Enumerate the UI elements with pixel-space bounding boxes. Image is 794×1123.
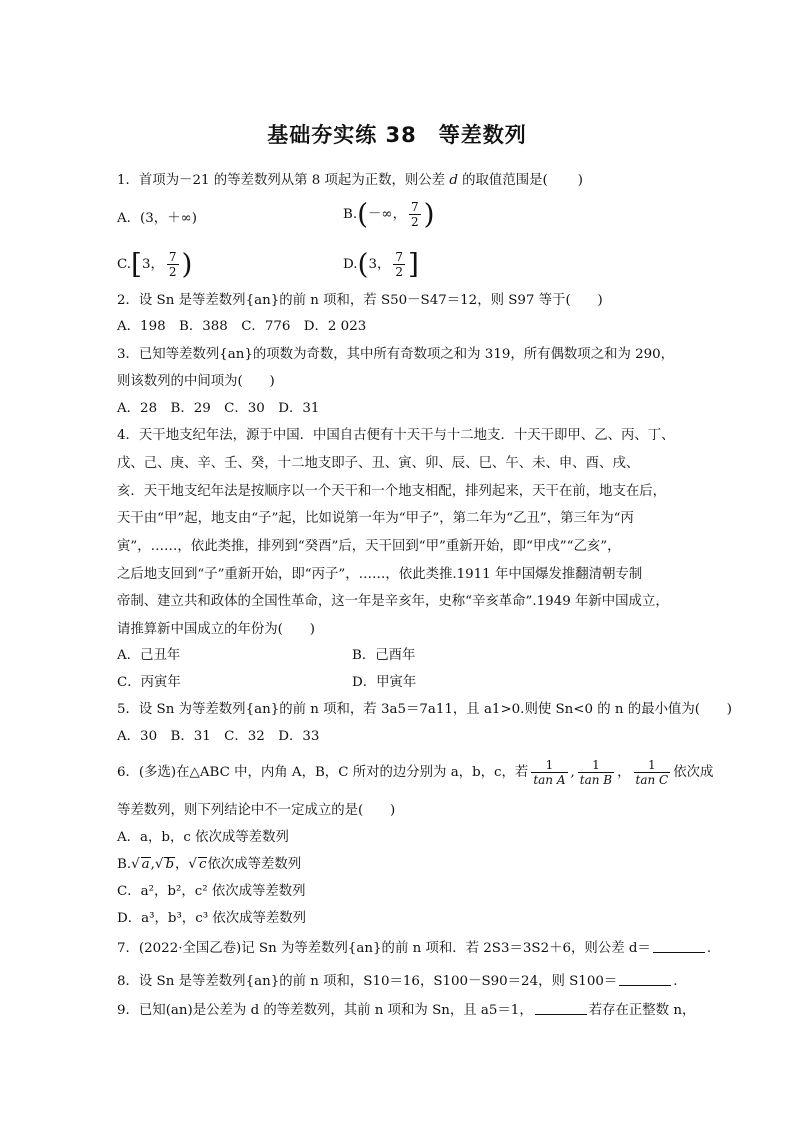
q6-fraction-2 (578, 758, 614, 787)
q6-f3-den: tan C (635, 773, 669, 787)
q1-option-b (343, 197, 435, 231)
q6-f2-num: 1 (578, 758, 614, 773)
q6-stem-b: 依次成 (673, 765, 714, 780)
question-5-stem: 5．设 Sn 为等差数列{an}的前 n 项和，若 3a5＝7a11，且 a1>0.则使 Sn<0 的 n 的最小值为( ) (117, 702, 732, 717)
q6-optb-prefix: B. (117, 857, 132, 872)
question-8-stem: 8．设 Sn 是等差数列{an}的前 n 项和，S10＝16，S100－S90＝24，则 S100＝ . (117, 974, 678, 989)
q6-option-c: C．a²，b²，c² 依次成等差数列 (117, 884, 306, 899)
q6-f3-num: 1 (634, 758, 671, 773)
q1-optb-prefix: B. (343, 207, 358, 222)
q1-optb-a: －∞， (368, 207, 406, 222)
question-4-line-7: 帝制、建立共和政体的全国性革命，这一年是辛亥年，史称“辛亥革命”.1949 年新中国成立， (117, 594, 669, 609)
question-4-line-6: 之后地支回到“子”重新开始，即“丙子”，……，依此类推.1911 年中国爆发推翻清朝专制 (117, 567, 643, 582)
q1-optb-num: 7 (410, 200, 419, 214)
q1-option-c (117, 247, 193, 281)
q9-stem-a: 9．已知(an)是公差为 d 的等差数列，其前 n 项和为 Sn，且 a5＝1， (117, 1003, 533, 1018)
q1-option-a: A．(3，＋∞) (117, 211, 197, 226)
q1-option-d (343, 247, 419, 281)
q1-optd-close: ] (408, 247, 419, 281)
q6-option-b: B.√ a,√ b，√ c依次成等差数列 (117, 857, 302, 872)
question-3-line-2: 则该数列的中间项为( ) (117, 374, 275, 389)
question-6-stem: 6．(多选)在△ABC 中，内角 A，B，C 所对的边分别为 a，b，c，若 $\frac{1}{\text{tan A}}$ , $\frac{1}{\text{tan B}}$ ， $\frac{1}{\text{tan C}}$ 依次成 (117, 758, 714, 787)
q1-optc-prefix: C. (117, 257, 132, 272)
q1-optb-den: 2 (410, 215, 419, 229)
q8-stem-text: 8．设 Sn 是等差数列{an}的前 n 项和，S10＝16，S100－S90＝24，则 S100＝ (117, 974, 618, 989)
q8-answer-blank[interactable] (619, 973, 671, 986)
q6-fraction-3 (634, 758, 671, 787)
question-4-line-2: 戊、己、庚、辛、壬、癸，十二地支即子、丑、寅、卯、辰、巳、午、未、申、酉、戌、 (117, 456, 640, 471)
question-1-stem (117, 172, 583, 190)
q6-stem-a: 6．(多选)在△ABC 中，内角 A，B，C 所对的边分别为 a，b，c，若 (117, 765, 529, 780)
q1-optc-fraction (167, 250, 179, 279)
q1-var-d: d (449, 173, 458, 188)
q7-answer-blank[interactable] (653, 940, 705, 953)
q1-optc-open: [ (131, 247, 142, 281)
question-6-line-2: 等差数列，则下列结论中不一定成立的是( ) (117, 803, 396, 818)
question-3-options: A．28 B．29 C．30 D．31 (117, 401, 320, 416)
question-2-stem: 2．设 Sn 是等差数列{an}的前 n 项和，若 S50－S47＝12，则 S97 等于( ) (117, 293, 603, 308)
q4-option-c: C．丙寅年 (117, 675, 181, 690)
question-4-line-1: 4．天干地支纪年法，源于中国．中国自古便有十天干与十二地支．十天干即甲、乙、丙、丁、 (117, 428, 675, 443)
q4-option-b: B．己酉年 (352, 648, 416, 663)
question-9-stem (117, 1002, 695, 1020)
q7-stem-text: 7．(2022·全国乙卷)记 Sn 为等差数列{an}的前 n 项和．若 2S3＝3S2＋6，则公差 d＝ (117, 941, 651, 956)
q1-optd-prefix: D. (343, 257, 358, 272)
q4-option-a: A．己丑年 (117, 648, 181, 663)
q6-fraction-1 (531, 758, 567, 787)
q1-optb-fraction (409, 200, 421, 229)
q1-optd-a: 3， (368, 257, 391, 272)
q6-optb-sqrt-c: c (198, 857, 207, 872)
question-7-stem: 7．(2022·全国乙卷)记 Sn 为等差数列{an}的前 n 项和．若 2S3＝3S2＋6，则公差 d＝ . (117, 941, 712, 956)
q1-optc-close: ) (181, 247, 193, 281)
q6-optb-suffix: 依次成等差数列 (207, 857, 302, 872)
q6-optb-sqrt-b: b (165, 857, 175, 872)
question-4-line-4: 天干由“甲”起，地支由“子”起，比如说第一年为“甲子”，第二年为“乙丑”，第三年为“丙 (117, 511, 634, 526)
q9-stem-b: 若存在正整数 n， (588, 1003, 696, 1018)
q1-stem-a: 1．首项为－21 的等差数列从第 8 项起为正数，则公差 (117, 173, 450, 188)
q1-optd-fraction (393, 250, 405, 279)
question-4-line-8: 请推算新中国成立的年份为( ) (117, 622, 315, 637)
q1-optb-close: ) (423, 197, 435, 231)
q1-stem-c: ) (577, 173, 583, 188)
q6-f1-num: 1 (531, 758, 567, 773)
q6-f1-den: tan A (533, 773, 566, 787)
q1-optc-den: 2 (168, 265, 177, 279)
q6-optb-sqrt-a: a (141, 857, 150, 872)
q1-optd-open: ( (357, 247, 369, 281)
q6-option-d: D．a³，b³，c³ 依次成等差数列 (117, 911, 307, 926)
question-5-options: A．30 B．31 C．32 D．33 (117, 729, 320, 744)
q6-f2-den: tan B (579, 773, 613, 787)
q1-optd-den: 2 (395, 265, 404, 279)
q6-option-a: A．a，b，c 依次成等差数列 (117, 830, 289, 845)
q1-optb-open: ( (357, 197, 369, 231)
question-3-line-1: 3．已知等差数列{an}的项数为奇数，其中所有奇数项之和为 319，所有偶数项之和为 290， (117, 347, 675, 362)
page-title: 基础夯实练 38 等差数列 (267, 123, 527, 147)
question-4-line-3: 亥．天干地支纪年法是按顺序以一个天干和一个地支相配，排列起来，天干在前，地支在后， (117, 484, 667, 499)
q1-optc-num: 7 (168, 250, 177, 264)
q4-option-d: D．甲寅年 (352, 675, 417, 690)
q9-answer-blank[interactable] (535, 1002, 587, 1015)
q1-stem-b: 的取值范围是( (457, 173, 548, 188)
q1-optd-num: 7 (395, 250, 404, 264)
question-4-line-5: 寅”，……，依此类推，排列到“癸酉”后，天干回到“甲”重新开始，即“甲戌”“乙亥”， (117, 539, 621, 554)
q1-optc-a: 3， (141, 257, 164, 272)
question-2-options: A．198 B．388 C．776 D．2 023 (117, 319, 367, 334)
